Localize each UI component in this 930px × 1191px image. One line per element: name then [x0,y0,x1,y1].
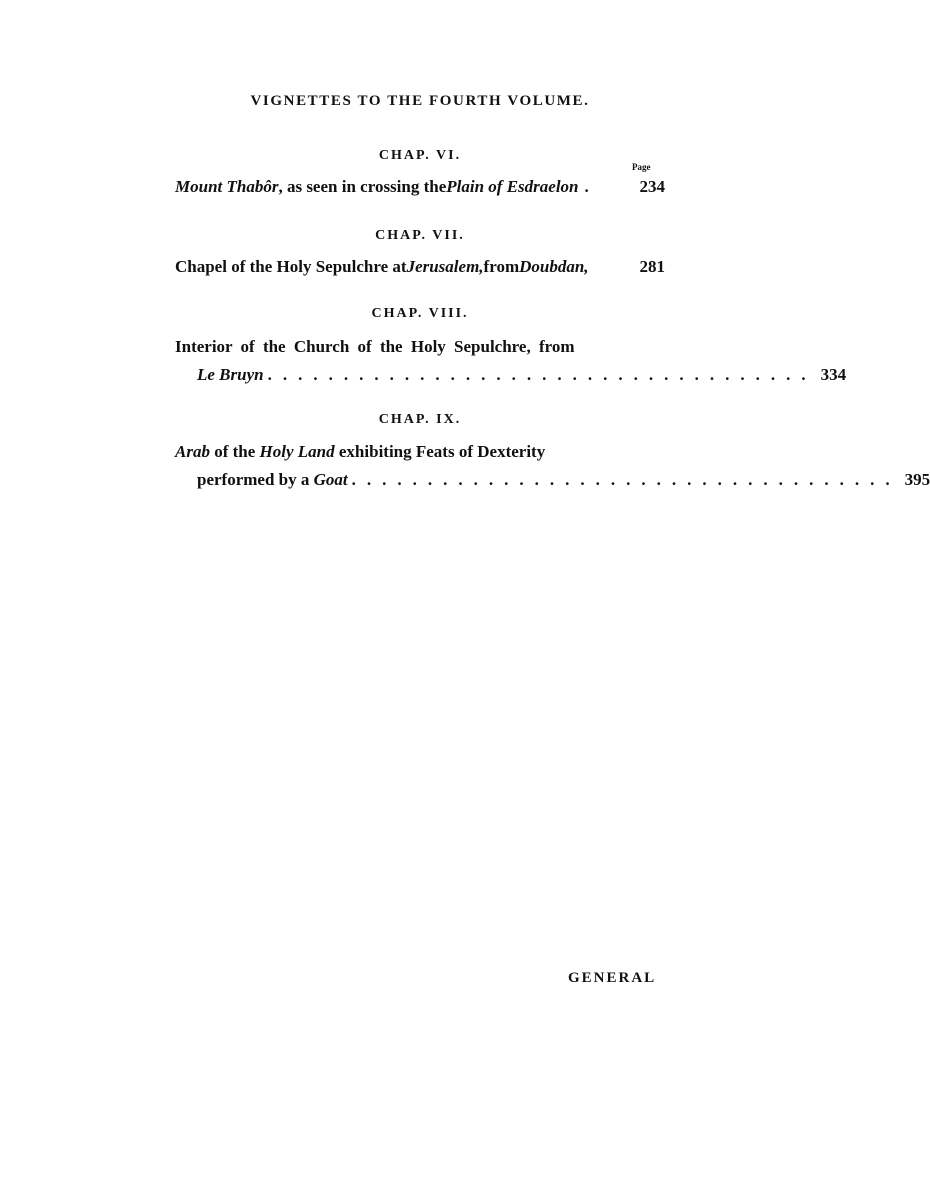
entry-italic-text: Arab [175,442,210,461]
entry-italic-text: Goat [313,470,348,489]
entry-italic-text: Plain of Esdraelon [446,177,579,196]
entry-line [175,438,665,466]
page-number: 334 [820,365,847,384]
page-number: 234 [639,177,665,196]
entry-text: Interior of the Church of the Holy Sepulchre, from [175,337,575,356]
catchword: GENERAL [568,970,657,986]
entry-text: of the [209,442,260,461]
entry-italic-text: Holy Land [259,442,335,461]
entry-text: performed by a [197,470,314,489]
entry-line [175,466,930,494]
entry-line [175,253,665,281]
entry-line [175,333,665,361]
entry-text: , as seen in crossing the [278,177,447,196]
entry-vii [175,253,665,281]
entry-italic-text: Jerusalem, [406,257,484,276]
page-number: 281 [639,257,665,276]
entry-italic-text: Le Bruyn [197,365,264,384]
entry-italic-text: Mount Thabôr [175,177,279,196]
chapter-heading-vi: CHAP. VI. [378,148,462,163]
entry-line [175,361,847,389]
entry-ix [175,438,930,494]
chapter-heading-vii: CHAP. VII. [375,228,465,243]
entry-viii [175,333,847,389]
dot-leader: .................................... [267,365,817,384]
chapter-heading-ix: CHAP. IX. [378,412,462,427]
page-column-label: Page [632,162,651,172]
entry-italic-text: Doubdan, [519,257,589,276]
entry-line [175,173,665,201]
entry-text: exhibiting Feats of Dexterity [334,442,546,461]
entry-text: from [483,257,520,276]
leader-dot: . [584,177,589,196]
chapter-heading-viii: CHAP. VIII. [371,306,469,321]
entry-vi [175,173,665,201]
dot-leader: .................................... [351,470,901,489]
page-number: 395 [904,470,930,489]
entry-text: Chapel of the Holy Sepulchre at [175,257,407,276]
page-title: VIGNETTES TO THE FOURTH VOLUME. [250,93,590,109]
